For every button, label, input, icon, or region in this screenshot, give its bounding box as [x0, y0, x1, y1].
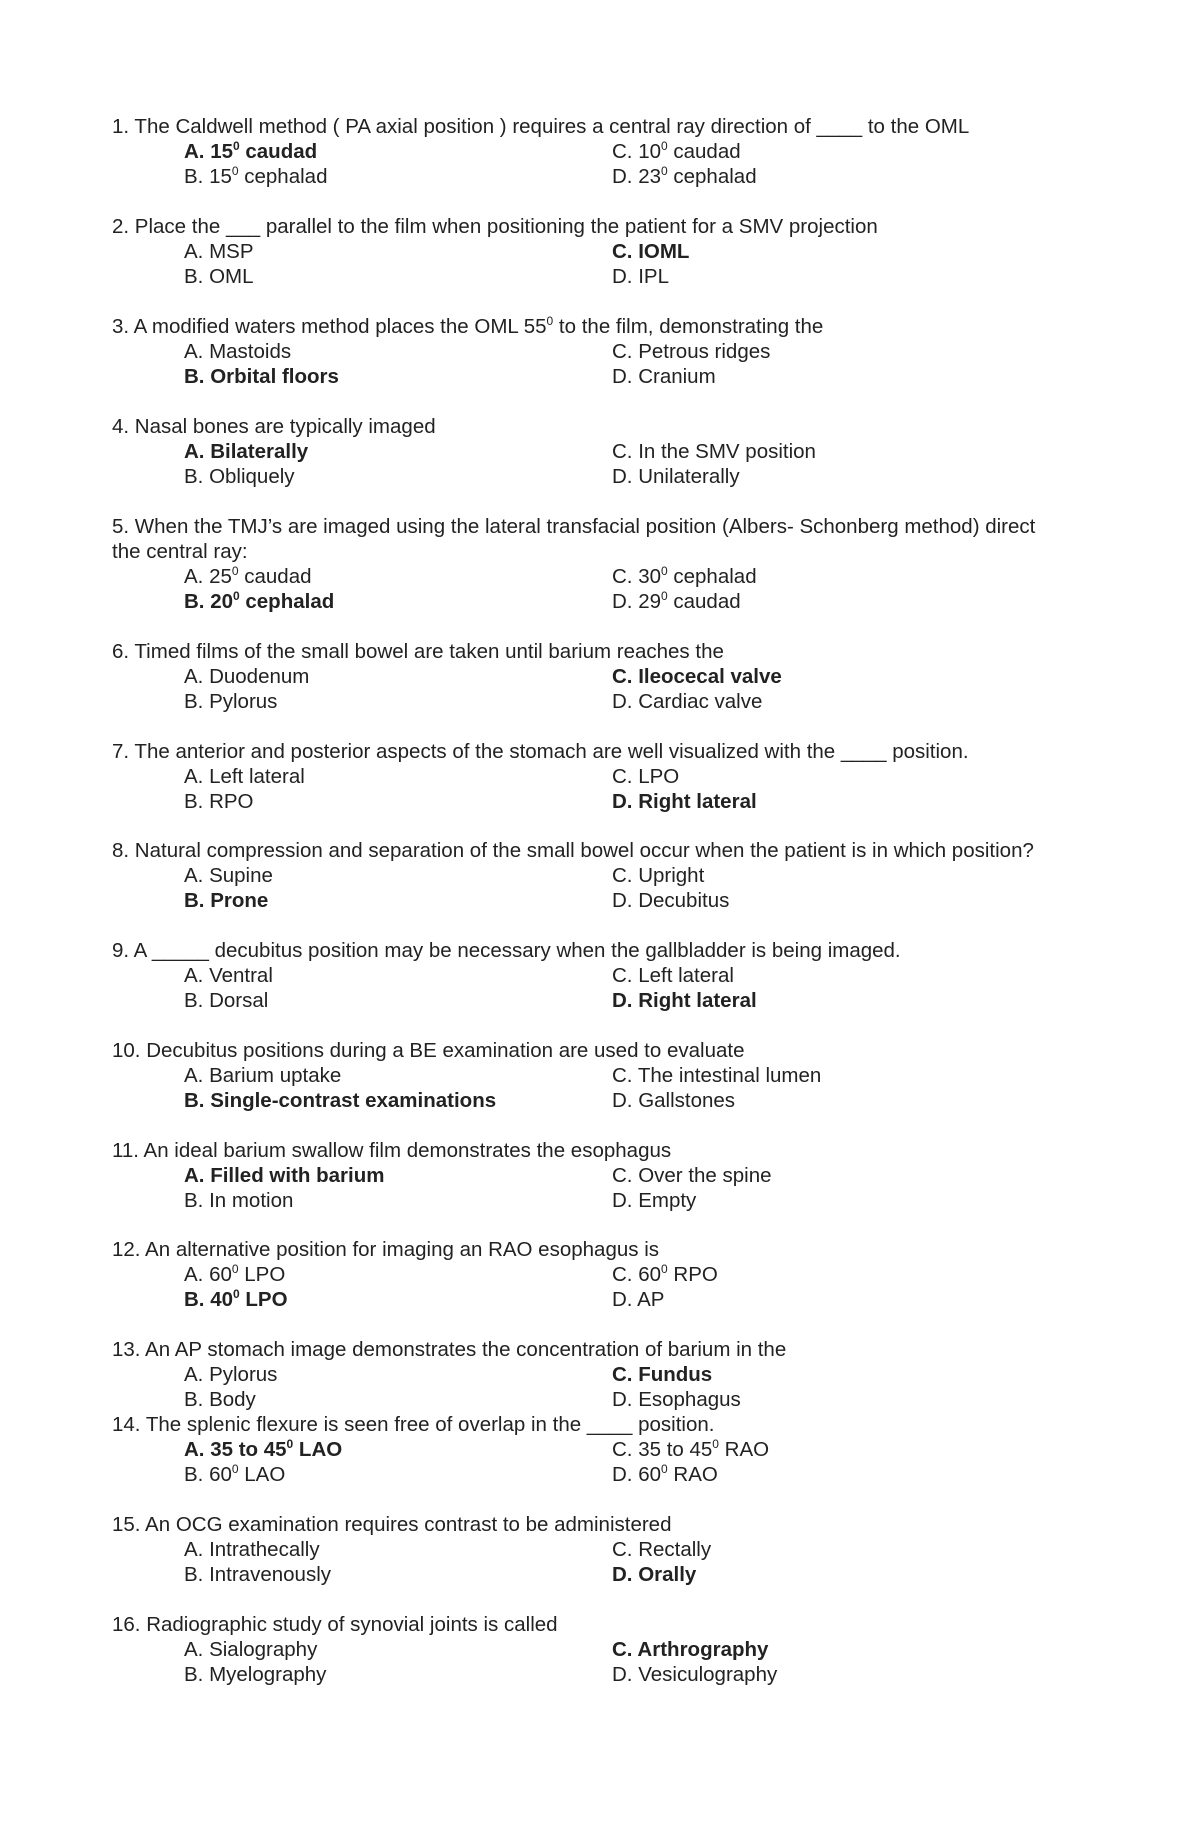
- answer-option: [612, 1188, 942, 1213]
- degree-superscript: 0: [661, 1462, 668, 1477]
- answer-option: [612, 1163, 942, 1188]
- answer-options: [184, 564, 1112, 614]
- option-label: C. In the SMV position: [612, 440, 816, 463]
- option-label: B. Obliquely: [184, 465, 295, 488]
- option-label: B. Intravenously: [184, 1563, 331, 1586]
- question-text-main: 6. Timed films of the small bowel are taken until barium reaches the: [112, 640, 724, 663]
- answer-option: [612, 888, 942, 913]
- answer-option-correct: [184, 364, 612, 389]
- answer-option: [184, 1387, 612, 1412]
- answer-option: [612, 963, 942, 988]
- question-text-main: 12. An alternative position for imaging an RAO esophagus is: [112, 1238, 659, 1261]
- answer-option-correct: [184, 439, 612, 464]
- answer-option-correct: [184, 1287, 612, 1312]
- answer-option: [612, 689, 942, 714]
- answer-options: [184, 439, 1112, 489]
- option-label: A. Pylorus: [184, 1363, 278, 1386]
- option-label: B. In motion: [184, 1189, 294, 1212]
- answer-option: [612, 1387, 942, 1412]
- question-15: [112, 1512, 1112, 1587]
- option-label-rest: LPO: [239, 1288, 288, 1311]
- option-label-rest: caudad: [667, 140, 741, 163]
- answer-option: [612, 1088, 942, 1113]
- option-label: D. Esophagus: [612, 1388, 741, 1411]
- question-text-main: 13. An AP stomach image demonstrates the concentration of barium in the: [112, 1338, 787, 1361]
- option-label: D. 60: [612, 1463, 661, 1486]
- option-label: A. Left lateral: [184, 765, 305, 788]
- question-10: [112, 1038, 1112, 1113]
- answer-options: [184, 1437, 1112, 1487]
- option-label: A. 60: [184, 1263, 232, 1286]
- degree-superscript: 0: [231, 1462, 239, 1477]
- question-text-main: 16. Radiographic study of synovial joints is called: [112, 1613, 558, 1636]
- question-text-main: 7. The anterior and posterior aspects of the stomach are well visualized with the ____ position.: [112, 740, 969, 763]
- question-12: [112, 1237, 1112, 1312]
- degree-superscript: 0: [231, 1262, 239, 1277]
- answer-option: [184, 988, 612, 1013]
- answer-options: [184, 239, 1112, 289]
- degree-superscript: 0: [661, 589, 668, 604]
- option-label-rest: LPO: [238, 1263, 286, 1286]
- question-5: [112, 514, 1112, 614]
- degree-superscript: 0: [661, 164, 668, 179]
- option-label: B. 60: [184, 1463, 232, 1486]
- option-label: A. Ventral: [184, 964, 273, 987]
- question-text: [112, 1512, 1112, 1537]
- answer-option: [612, 339, 942, 364]
- option-label: D. 23: [612, 165, 661, 188]
- answer-option: [612, 863, 942, 888]
- option-label-rest: cephalad: [238, 165, 328, 188]
- answer-option-correct: [612, 988, 942, 1013]
- answer-option-correct: [612, 239, 942, 264]
- answer-option: [612, 1462, 942, 1487]
- answer-option: [612, 1662, 942, 1687]
- question-text: [112, 938, 1112, 963]
- option-label: B. 15: [184, 165, 232, 188]
- answer-option: [184, 1262, 612, 1287]
- option-label: C. IOML: [612, 240, 690, 263]
- question-16: [112, 1612, 1112, 1687]
- question-text-main: 4. Nasal bones are typically imaged: [112, 415, 436, 438]
- answer-option: [184, 464, 612, 489]
- answer-options: [184, 664, 1112, 714]
- question-9: [112, 938, 1112, 1013]
- option-label: B. Myelography: [184, 1663, 327, 1686]
- option-label: D. Orally: [612, 1563, 697, 1586]
- option-label: C. Upright: [612, 864, 705, 887]
- answer-option: [612, 1063, 942, 1088]
- answer-option: [612, 1262, 942, 1287]
- option-label: B. Dorsal: [184, 989, 269, 1012]
- option-label: A. Intrathecally: [184, 1538, 320, 1561]
- option-label: B. Pylorus: [184, 690, 278, 713]
- answer-option: [612, 1537, 942, 1562]
- option-label: A. 15: [184, 140, 233, 163]
- answer-option: [184, 1462, 612, 1487]
- question-13: [112, 1337, 1112, 1412]
- degree-superscript: 0: [286, 1437, 294, 1452]
- question-text: [112, 314, 1112, 339]
- option-label-rest: RAO: [718, 1438, 770, 1461]
- question-text: [112, 838, 1112, 863]
- answer-option: [612, 364, 942, 389]
- option-label: B. 40: [184, 1288, 233, 1311]
- question-6: [112, 639, 1112, 714]
- question-text: [112, 414, 1112, 439]
- answer-option: [184, 764, 612, 789]
- answer-option: [184, 339, 612, 364]
- question-text-main: 1. The Caldwell method ( PA axial position ) requires a central ray direction of ____ to the OML: [112, 115, 970, 138]
- question-8: [112, 838, 1112, 913]
- answer-option-correct: [184, 1088, 612, 1113]
- option-label: D. AP: [612, 1288, 665, 1311]
- answer-option: [184, 1063, 612, 1088]
- answer-option: [184, 963, 612, 988]
- answer-option: [184, 664, 612, 689]
- answer-options: [184, 139, 1112, 189]
- option-label: A. Supine: [184, 864, 273, 887]
- question-3: [112, 314, 1112, 389]
- answer-options: [184, 963, 1112, 1013]
- answer-option-correct: [184, 1163, 612, 1188]
- answer-options: [184, 1362, 1112, 1412]
- degree-superscript: 0: [712, 1437, 719, 1452]
- option-label-rest: RAO: [667, 1463, 718, 1486]
- option-label: C. 10: [612, 140, 661, 163]
- answer-option: [612, 564, 942, 589]
- option-label: C. 60: [612, 1263, 661, 1286]
- option-label: C. LPO: [612, 765, 680, 788]
- answer-option-correct: [612, 664, 942, 689]
- question-text: [112, 1138, 1112, 1163]
- answer-option: [612, 589, 942, 614]
- answer-option: [184, 564, 612, 589]
- degree-superscript: 0: [231, 164, 239, 179]
- answer-option-correct: [184, 139, 612, 164]
- option-label: A. Sialography: [184, 1638, 318, 1661]
- question-text: [112, 1612, 1112, 1637]
- option-label: C. 35 to 45: [612, 1438, 713, 1461]
- option-label-rest: cephalad: [667, 165, 757, 188]
- question-text-main: 3. A modified waters method places the OML 55: [112, 315, 547, 338]
- answer-option: [612, 764, 942, 789]
- option-label: D. Cardiac valve: [612, 690, 763, 713]
- question-text: [112, 1412, 1112, 1437]
- question-text-main: 2. Place the ___ parallel to the film when positioning the patient for a SMV projection: [112, 215, 878, 238]
- option-label-rest: LAO: [238, 1463, 286, 1486]
- option-label: D. 29: [612, 590, 661, 613]
- answer-option: [184, 1362, 612, 1387]
- option-label: A. Bilaterally: [184, 440, 309, 463]
- answer-option: [184, 239, 612, 264]
- question-4: [112, 414, 1112, 489]
- option-label: C. Arthrography: [612, 1638, 769, 1661]
- option-label: B. Single-contrast examinations: [184, 1089, 497, 1112]
- answer-option: [184, 1188, 612, 1213]
- option-label: D. Right lateral: [612, 989, 757, 1012]
- answer-option-correct: [184, 888, 612, 913]
- answer-option: [612, 139, 942, 164]
- answer-options: [184, 1163, 1112, 1213]
- option-label: A. 35 to 45: [184, 1438, 287, 1461]
- option-label-rest: caudad: [239, 140, 318, 163]
- option-label-rest: caudad: [667, 590, 741, 613]
- answer-option-correct: [612, 1562, 942, 1587]
- option-label: C. Ileocecal valve: [612, 665, 782, 688]
- answer-option: [612, 164, 942, 189]
- question-text-main: 15. An OCG examination requires contrast to be administered: [112, 1513, 672, 1536]
- answer-option: [184, 1562, 612, 1587]
- degree-superscript: 0: [233, 139, 240, 154]
- answer-option: [184, 689, 612, 714]
- question-text: [112, 739, 1112, 764]
- option-label: C. Rectally: [612, 1538, 712, 1561]
- answer-options: [184, 1637, 1112, 1687]
- question-text-rest: to the film, demonstrating the: [553, 315, 824, 338]
- question-text: [112, 214, 1112, 239]
- option-label-rest: caudad: [238, 565, 312, 588]
- option-label: B. Orbital floors: [184, 365, 339, 388]
- answer-options: [184, 1063, 1112, 1113]
- question-text: [112, 1337, 1112, 1362]
- answer-option: [612, 439, 942, 464]
- answer-option: [612, 264, 942, 289]
- answer-option: [184, 164, 612, 189]
- answer-options: [184, 863, 1112, 913]
- option-label: C. Left lateral: [612, 964, 734, 987]
- degree-superscript: 0: [231, 564, 239, 579]
- degree-superscript: 0: [661, 564, 668, 579]
- option-label: A. Mastoids: [184, 340, 292, 363]
- question-text: [112, 114, 1112, 139]
- answer-option-correct: [612, 1362, 942, 1387]
- degree-superscript: 0: [233, 1287, 240, 1302]
- question-text-main: 11. An ideal barium swallow film demonstrates the esophagus: [112, 1139, 672, 1162]
- answer-options: [184, 1262, 1112, 1312]
- option-label: D. Gallstones: [612, 1089, 736, 1112]
- answer-options: [184, 764, 1112, 814]
- option-label: A. Filled with barium: [184, 1164, 385, 1187]
- degree-superscript: 0: [661, 1262, 668, 1277]
- answer-option: [184, 264, 612, 289]
- question-2: [112, 214, 1112, 289]
- answer-option: [612, 1437, 942, 1462]
- answer-option: [184, 789, 612, 814]
- question-14: [112, 1412, 1112, 1487]
- question-text: [112, 1237, 1112, 1262]
- option-label-rest: LAO: [293, 1438, 343, 1461]
- question-11: [112, 1138, 1112, 1213]
- question-1: [112, 114, 1112, 189]
- question-7: [112, 739, 1112, 814]
- option-label: C. Fundus: [612, 1363, 713, 1386]
- option-label-rest: cephalad: [667, 565, 757, 588]
- answer-option-correct: [612, 789, 942, 814]
- answer-options: [184, 1537, 1112, 1587]
- question-text-main: 9. A _____ decubitus position may be necessary when the gallbladder is being imaged.: [112, 939, 901, 962]
- degree-superscript: 0: [233, 589, 240, 604]
- option-label: B. Prone: [184, 889, 269, 912]
- answer-option-correct: [184, 589, 612, 614]
- question-text: [112, 1038, 1112, 1063]
- question-text: [112, 514, 1112, 539]
- option-label: D. Unilaterally: [612, 465, 740, 488]
- option-label: B. OML: [184, 265, 254, 288]
- answer-option: [612, 1287, 942, 1312]
- question-text-main: 5. When the TMJ’s are imaged using the lateral transfacial position (Albers- Schonberg method) direct: [112, 515, 1036, 538]
- answer-option: [184, 863, 612, 888]
- option-label: D. Decubitus: [612, 889, 730, 912]
- option-label: B. 20: [184, 590, 233, 613]
- degree-superscript: 0: [546, 314, 554, 329]
- option-label: B. RPO: [184, 790, 254, 813]
- option-label: C. Petrous ridges: [612, 340, 771, 363]
- option-label: C. The intestinal lumen: [612, 1064, 822, 1087]
- option-label: A. MSP: [184, 240, 254, 263]
- answer-option-correct: [612, 1637, 942, 1662]
- option-label: C. Over the spine: [612, 1164, 772, 1187]
- answer-options: [184, 339, 1112, 389]
- option-label: D. Cranium: [612, 365, 716, 388]
- answer-option-correct: [184, 1437, 612, 1462]
- answer-option: [184, 1537, 612, 1562]
- option-label-rest: cephalad: [239, 590, 335, 613]
- answer-option: [184, 1662, 612, 1687]
- option-label: D. IPL: [612, 265, 669, 288]
- question-text-main: 8. Natural compression and separation of the small bowel occur when the patient is in which position?: [112, 839, 1034, 862]
- option-label: A. 25: [184, 565, 232, 588]
- answer-option: [184, 1637, 612, 1662]
- degree-superscript: 0: [661, 139, 668, 154]
- option-label: B. Body: [184, 1388, 256, 1411]
- option-label: C. 30: [612, 565, 661, 588]
- option-label: A. Barium uptake: [184, 1064, 342, 1087]
- option-label: D. Vesiculography: [612, 1663, 778, 1686]
- answer-option: [612, 464, 942, 489]
- question-text: [112, 639, 1112, 664]
- option-label: D. Right lateral: [612, 790, 757, 813]
- question-text-line2: the central ray:: [112, 540, 248, 563]
- option-label: D. Empty: [612, 1189, 697, 1212]
- question-text-main: 14. The splenic flexure is seen free of overlap in the ____ position.: [112, 1413, 715, 1436]
- option-label: A. Duodenum: [184, 665, 310, 688]
- question-text-main: 10. Decubitus positions during a BE examination are used to evaluate: [112, 1039, 745, 1062]
- option-label-rest: RPO: [667, 1263, 718, 1286]
